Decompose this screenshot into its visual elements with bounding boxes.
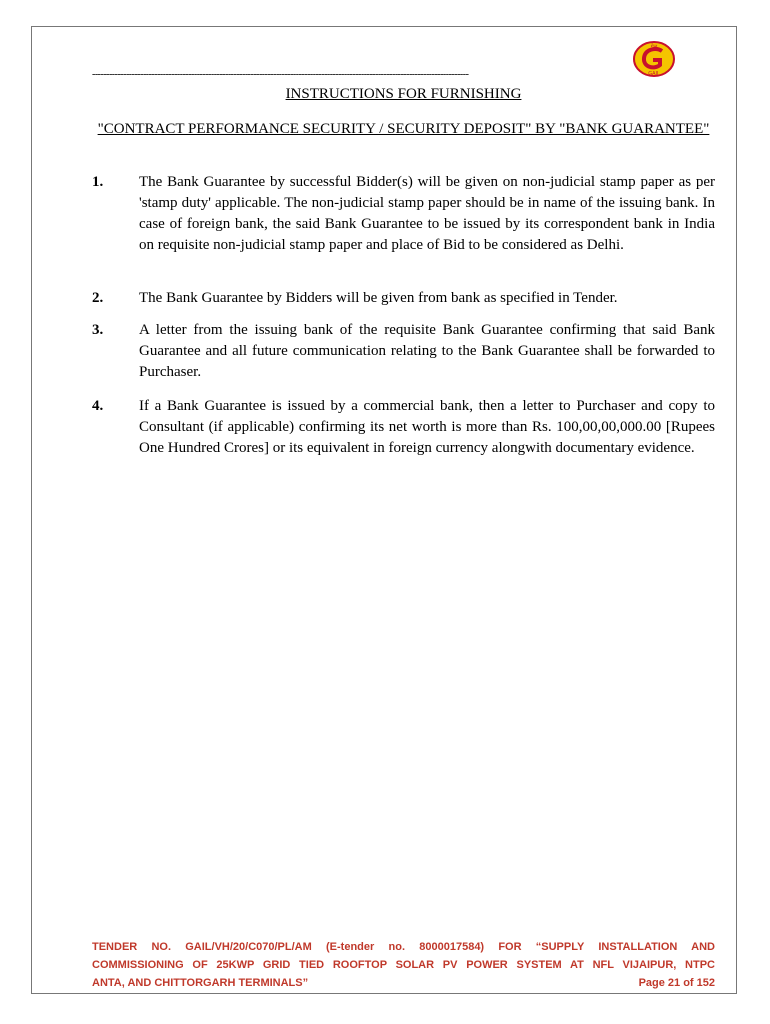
footer-line-1: TENDER NO. GAIL/VH/20/C070/PL/AM (E-tender no. 8000017584) FOR “SUPPLY INSTALLATION AND: [92, 941, 715, 953]
list-item: [92, 396, 715, 459]
footer-line-3: ANTA, AND CHITTORGARH TERMINALS”: [92, 977, 309, 989]
item-number: 3.: [92, 322, 104, 338]
item-text: If a Bank Guarantee is issued by a commercial bank, then a letter to Purchaser and copy to Consultant (if applicable) confirming its net worth is more than Rs. 100,00,00,000.00 [Rupees One Hundred Crores] or its equivalent in foreign currency alongwith documentary evidence.: [139, 398, 715, 456]
footer: [92, 938, 715, 992]
list-item: [92, 288, 715, 309]
list-item: [92, 172, 715, 256]
item-number: 1.: [92, 174, 104, 190]
header-rule: -------------------------------------------------------------------------------------------------------------------------------------: [92, 69, 469, 80]
list-item: [92, 320, 715, 383]
item-number: 4.: [92, 398, 104, 414]
title-line-1: INSTRUCTIONS FOR FURNISHING: [285, 86, 522, 102]
svg-text:GAIL: GAIL: [648, 71, 660, 77]
item-text: A letter from the issuing bank of the requisite Bank Guarantee confirming that said Bank Guarantee and all future communication relating to the Bank Guarantee shall be forwarded to Purchaser.: [139, 322, 715, 380]
item-text: The Bank Guarantee by Bidders will be given from bank as specified in Tender.: [139, 290, 618, 306]
svg-text:गेल: गेल: [650, 44, 658, 50]
page-number: Page 21 of 152: [638, 977, 715, 989]
title-line-2: "CONTRACT PERFORMANCE SECURITY / SECURITY DEPOSIT" BY "BANK GUARANTEE": [97, 121, 710, 137]
item-number: 2.: [92, 290, 104, 306]
footer-line-2: COMMISSIONING OF 25KWP GRID TIED ROOFTOP SOLAR PV POWER SYSTEM AT NFL VIJAIPUR, NTPC: [92, 959, 715, 971]
item-text: The Bank Guarantee by successful Bidder(s) will be given on non-judicial stamp paper as per 'stamp duty' applicable. The non-judicial stamp paper should be in name of the issuing bank. In case of foreign bank, the said Bank Guarantee to be issued by its correspondent bank in India on requisite non-judicial stamp paper and place of Bid to be considered as Delhi.: [139, 174, 715, 253]
